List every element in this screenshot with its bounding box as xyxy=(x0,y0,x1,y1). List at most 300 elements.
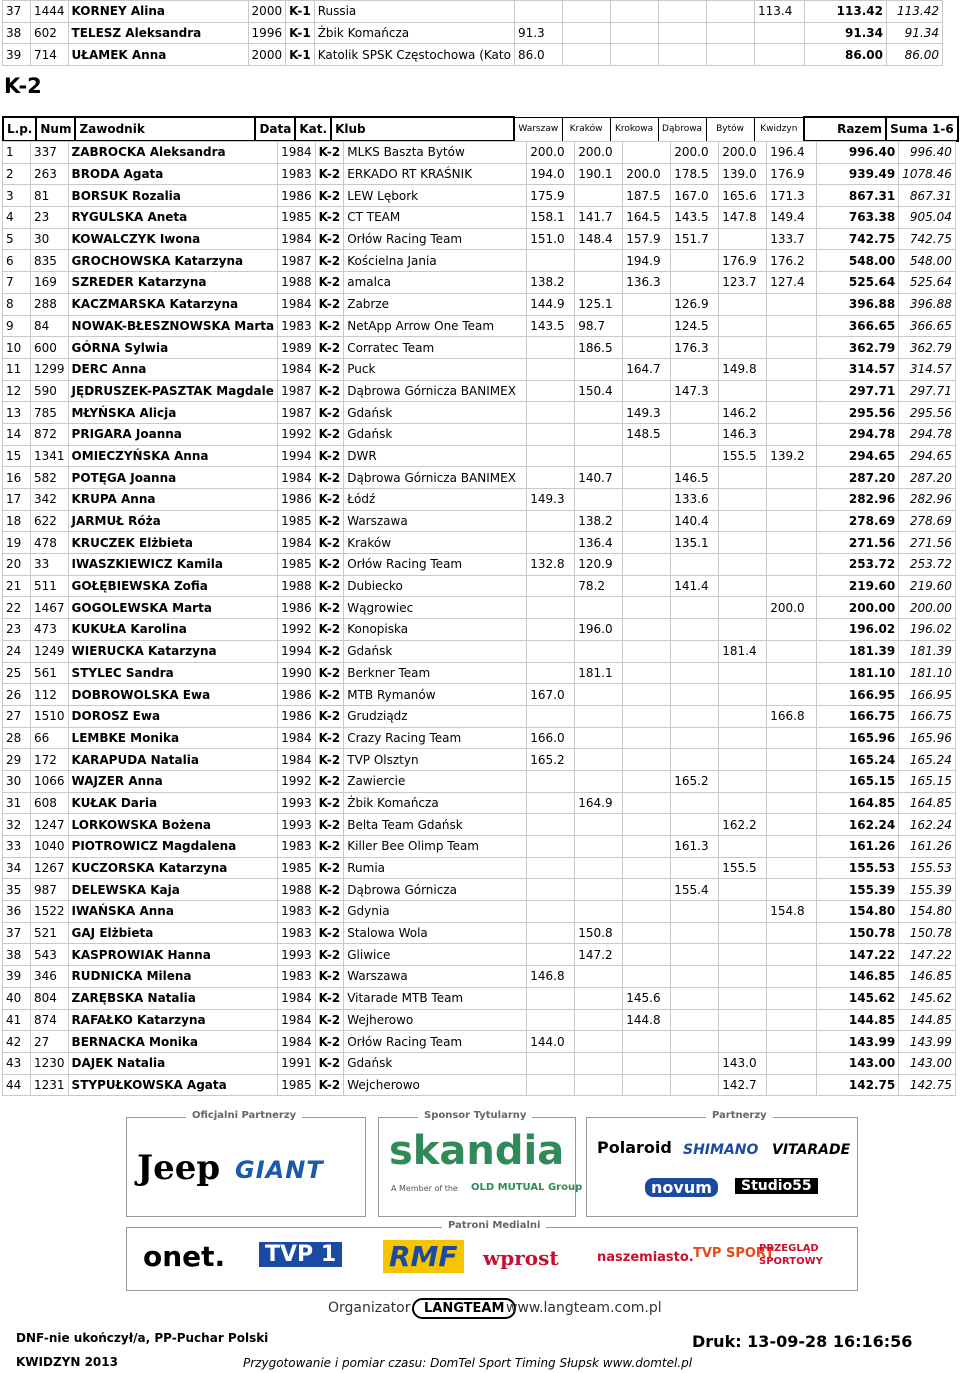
cell-year: 1985 xyxy=(278,554,316,576)
cell-num: 1230 xyxy=(31,1052,69,1074)
cell-total: 295.56 xyxy=(817,402,899,424)
cell-round3 xyxy=(623,662,671,684)
cell-num: 169 xyxy=(31,272,69,294)
cell-round3 xyxy=(623,922,671,944)
cell-category: K-2 xyxy=(315,901,344,923)
cell-sum: 366.65 xyxy=(899,315,956,337)
cell-round1: 149.3 xyxy=(527,489,575,511)
cell-round6 xyxy=(754,44,804,66)
cell-lp: 37 xyxy=(3,922,31,944)
cell-round5 xyxy=(719,901,767,923)
cell-round2: 190.1 xyxy=(575,163,623,185)
cell-total: 162.24 xyxy=(817,814,899,836)
cell-category: K-2 xyxy=(315,575,344,597)
cell-num: 1444 xyxy=(31,1,69,23)
cell-num: 342 xyxy=(31,489,69,511)
cell-round4 xyxy=(671,814,719,836)
cell-lp: 3 xyxy=(3,185,31,207)
cell-club: Wejherowo xyxy=(344,1009,527,1031)
cell-round2 xyxy=(575,857,623,879)
table-row xyxy=(3,814,956,836)
header-zawodnik: Zawodnik xyxy=(75,117,255,141)
cell-num: 543 xyxy=(31,944,69,966)
table-row xyxy=(3,684,956,706)
cell-sum: 143.00 xyxy=(899,1052,956,1074)
cell-total: 165.15 xyxy=(817,770,899,792)
cell-round1: 146.8 xyxy=(527,966,575,988)
cell-round6 xyxy=(767,922,817,944)
cell-round3 xyxy=(623,966,671,988)
cell-total: 996.40 xyxy=(817,142,899,164)
cell-round1 xyxy=(527,770,575,792)
cell-year: 1987 xyxy=(278,250,316,272)
cell-total: 181.39 xyxy=(817,640,899,662)
cell-round4: 126.9 xyxy=(671,293,719,315)
cell-round2: 150.8 xyxy=(575,922,623,944)
cell-round4 xyxy=(671,684,719,706)
cell-club: Orłów Racing Team xyxy=(344,554,527,576)
title-sponsor-title: Sponsor Tytularny xyxy=(418,1110,532,1121)
cell-name: DELEWSKA Kaja xyxy=(68,879,278,901)
cell-club: Dąbrowa Górnicza xyxy=(344,879,527,901)
partners-title: Partnerzy xyxy=(706,1110,773,1121)
cell-lp: 32 xyxy=(3,814,31,836)
cell-round6: 113.4 xyxy=(754,1,804,23)
header-lp: L.p. xyxy=(3,117,36,141)
cell-round4: 178.5 xyxy=(671,163,719,185)
cell-total: 86.00 xyxy=(804,44,886,66)
cell-year: 1996 xyxy=(248,22,286,44)
cell-round5 xyxy=(719,510,767,532)
cell-lp: 19 xyxy=(3,532,31,554)
cell-round1 xyxy=(527,662,575,684)
cell-num: 622 xyxy=(31,510,69,532)
cell-round2: 140.7 xyxy=(575,467,623,489)
cell-round3 xyxy=(610,44,658,66)
cell-round2 xyxy=(575,966,623,988)
cell-round6: 171.3 xyxy=(767,185,817,207)
cell-round3: 164.5 xyxy=(623,207,671,229)
cell-round1 xyxy=(527,445,575,467)
table-row xyxy=(3,554,956,576)
cell-round6 xyxy=(767,532,817,554)
cell-category: K-2 xyxy=(315,749,344,771)
cell-category: K-2 xyxy=(315,597,344,619)
cell-round6: 154.8 xyxy=(767,901,817,923)
cell-year: 1985 xyxy=(278,857,316,879)
cell-total: 362.79 xyxy=(817,337,899,359)
cell-total: 219.60 xyxy=(817,575,899,597)
table-row xyxy=(3,250,956,272)
cell-sum: 294.78 xyxy=(899,423,956,445)
cell-round3 xyxy=(623,293,671,315)
cell-num: 84 xyxy=(31,315,69,337)
header-data: Data xyxy=(255,117,295,141)
cell-sum: 905.04 xyxy=(899,207,956,229)
cell-sum: 314.57 xyxy=(899,358,956,380)
cell-name: TELESZ Aleksandra xyxy=(68,22,248,44)
cell-round4: 147.3 xyxy=(671,380,719,402)
cell-round4 xyxy=(671,987,719,1009)
cell-round2 xyxy=(575,185,623,207)
cell-round4: 146.5 xyxy=(671,467,719,489)
official-partners-title: Oficjalni Partnerzy xyxy=(186,1110,302,1121)
cell-round4 xyxy=(671,358,719,380)
cell-year: 1984 xyxy=(278,467,316,489)
cell-round1 xyxy=(527,1052,575,1074)
cell-sum: 165.15 xyxy=(899,770,956,792)
cell-round2: 196.0 xyxy=(575,619,623,641)
cell-round4: 155.4 xyxy=(671,879,719,901)
cell-round2: 200.0 xyxy=(575,142,623,164)
cell-club: LEW Lębork xyxy=(344,185,527,207)
cell-total: 155.53 xyxy=(817,857,899,879)
cell-round3: 148.5 xyxy=(623,423,671,445)
cell-club: Wejcherowo xyxy=(344,1074,527,1096)
studio55-logo: Studio55 xyxy=(735,1178,818,1194)
cell-round5: 200.0 xyxy=(719,142,767,164)
rmf-logo: RMF xyxy=(383,1240,464,1273)
cell-club: Rumia xyxy=(344,857,527,879)
cell-round2 xyxy=(575,250,623,272)
cell-category: K-2 xyxy=(315,489,344,511)
cell-lp: 42 xyxy=(3,1031,31,1053)
cell-round6 xyxy=(767,987,817,1009)
cell-round2 xyxy=(575,1052,623,1074)
cell-round2: 164.9 xyxy=(575,792,623,814)
cell-num: 346 xyxy=(31,966,69,988)
cell-lp: 6 xyxy=(3,250,31,272)
table-row xyxy=(3,944,956,966)
cell-round5: 146.3 xyxy=(719,423,767,445)
cell-round2: 138.2 xyxy=(575,510,623,532)
cell-name: KRUPA Anna xyxy=(68,489,278,511)
table-row xyxy=(3,575,956,597)
cell-total: 366.65 xyxy=(817,315,899,337)
cell-round1: 91.3 xyxy=(514,22,562,44)
table-row xyxy=(3,727,956,749)
footer-legend: DNF-nie ukończył/a, PP-Puchar Polski xyxy=(16,1331,269,1345)
cell-total: 150.78 xyxy=(817,922,899,944)
polaroid-logo: Polaroid xyxy=(597,1138,672,1157)
cell-round2 xyxy=(575,749,623,771)
cell-club: Dąbrowa Górnicza BANIMEX xyxy=(344,380,527,402)
cell-year: 1983 xyxy=(278,922,316,944)
cell-round5: 165.6 xyxy=(719,185,767,207)
title-sponsor-panel xyxy=(378,1117,583,1217)
cell-sum: 86.00 xyxy=(886,44,942,66)
header-suma: Suma 1-6 xyxy=(886,117,958,141)
cell-name: WAJZER Anna xyxy=(68,770,278,792)
cell-lp: 31 xyxy=(3,792,31,814)
table-row xyxy=(3,358,956,380)
cell-round2 xyxy=(575,1074,623,1096)
cell-sum: 181.10 xyxy=(899,662,956,684)
table-row xyxy=(3,1009,956,1031)
table-row xyxy=(3,792,956,814)
cell-sum: 282.96 xyxy=(899,489,956,511)
cell-round5 xyxy=(719,575,767,597)
cell-club: Stalowa Wola xyxy=(344,922,527,944)
cell-round1 xyxy=(527,250,575,272)
cell-round6 xyxy=(767,1074,817,1096)
cell-category: K-2 xyxy=(315,684,344,706)
cell-lp: 30 xyxy=(3,770,31,792)
header-round-dabrowa: Dąbrowa xyxy=(658,117,706,141)
cell-round1 xyxy=(527,857,575,879)
cell-total: 294.65 xyxy=(817,445,899,467)
cell-round3 xyxy=(623,727,671,749)
cell-lp: 5 xyxy=(3,228,31,250)
cell-total: 165.24 xyxy=(817,749,899,771)
cell-round3: 187.5 xyxy=(623,185,671,207)
cell-round3: 164.7 xyxy=(623,358,671,380)
cell-total: 294.78 xyxy=(817,423,899,445)
cell-lp: 39 xyxy=(3,966,31,988)
cell-round3 xyxy=(623,445,671,467)
table-row xyxy=(3,402,956,424)
cell-lp: 12 xyxy=(3,380,31,402)
cell-round4 xyxy=(658,44,706,66)
cell-round6 xyxy=(767,857,817,879)
cell-round6: 149.4 xyxy=(767,207,817,229)
cell-round6 xyxy=(767,944,817,966)
cell-name: RUDNICKA Milena xyxy=(68,966,278,988)
cell-year: 1994 xyxy=(278,445,316,467)
cell-round3: 144.8 xyxy=(623,1009,671,1031)
cell-name: GAJ Elżbieta xyxy=(68,922,278,944)
cell-name: KASPROWIAK Hanna xyxy=(68,944,278,966)
cell-club: Kraków xyxy=(344,532,527,554)
cell-round4 xyxy=(671,402,719,424)
cell-round1 xyxy=(527,705,575,727)
cell-num: 1299 xyxy=(31,358,69,380)
cell-year: 1984 xyxy=(278,1031,316,1053)
cell-year: 1993 xyxy=(278,814,316,836)
cell-num: 521 xyxy=(31,922,69,944)
cell-sum: 166.75 xyxy=(899,705,956,727)
cell-round4 xyxy=(671,857,719,879)
cell-total: 867.31 xyxy=(817,185,899,207)
cell-category: K-2 xyxy=(315,185,344,207)
cell-club: TVP Olsztyn xyxy=(344,749,527,771)
table-row xyxy=(3,423,956,445)
cell-category: K-1 xyxy=(286,44,315,66)
cell-round1: 194.0 xyxy=(527,163,575,185)
cell-category: K-2 xyxy=(315,163,344,185)
header-round-krokowa: Krokowa xyxy=(610,117,658,141)
cell-round6 xyxy=(767,966,817,988)
cell-club: Gdańsk xyxy=(344,423,527,445)
cell-num: 27 xyxy=(31,1031,69,1053)
cell-round6 xyxy=(767,640,817,662)
cell-round5 xyxy=(719,749,767,771)
table-row xyxy=(3,879,956,901)
cell-round1 xyxy=(527,402,575,424)
cell-name: BERNACKA Monika xyxy=(68,1031,278,1053)
cell-round1 xyxy=(527,1009,575,1031)
cell-round4 xyxy=(671,597,719,619)
cell-lp: 34 xyxy=(3,857,31,879)
cell-round3 xyxy=(610,1,658,23)
cell-round3 xyxy=(623,1031,671,1053)
cell-year: 1993 xyxy=(278,944,316,966)
cell-round3 xyxy=(623,814,671,836)
cell-round1: 143.5 xyxy=(527,315,575,337)
cell-round5: 139.0 xyxy=(719,163,767,185)
cell-lp: 2 xyxy=(3,163,31,185)
cell-total: 147.22 xyxy=(817,944,899,966)
cell-year: 1986 xyxy=(278,597,316,619)
cell-year: 1984 xyxy=(278,727,316,749)
cell-round1 xyxy=(527,358,575,380)
cell-round6 xyxy=(767,836,817,858)
table-row xyxy=(3,315,956,337)
cell-club: Łódź xyxy=(344,489,527,511)
table-row xyxy=(3,662,956,684)
cell-round3 xyxy=(623,857,671,879)
previous-row xyxy=(3,22,943,44)
cell-total: 164.85 xyxy=(817,792,899,814)
cell-lp: 7 xyxy=(3,272,31,294)
cell-round3: 145.6 xyxy=(623,987,671,1009)
cell-category: K-2 xyxy=(315,944,344,966)
cell-round4 xyxy=(671,1074,719,1096)
cell-round6: 200.0 xyxy=(767,597,817,619)
cell-round3 xyxy=(623,684,671,706)
cell-num: 1231 xyxy=(31,1074,69,1096)
cell-total: 287.20 xyxy=(817,467,899,489)
cell-round5 xyxy=(719,987,767,1009)
cell-year: 1992 xyxy=(278,770,316,792)
table-row xyxy=(3,337,956,359)
cell-round1 xyxy=(527,423,575,445)
cell-round6 xyxy=(754,22,804,44)
cell-round1 xyxy=(514,1,562,23)
cell-num: 1467 xyxy=(31,597,69,619)
cell-lp: 24 xyxy=(3,640,31,662)
cell-category: K-2 xyxy=(315,1074,344,1096)
table-row xyxy=(3,467,956,489)
cell-sum: 155.39 xyxy=(899,879,956,901)
cell-round2 xyxy=(562,44,610,66)
cell-category: K-1 xyxy=(286,22,315,44)
cell-category: K-2 xyxy=(315,554,344,576)
cell-round3 xyxy=(623,749,671,771)
cell-round2 xyxy=(575,423,623,445)
table-row xyxy=(3,228,956,250)
cell-round5 xyxy=(706,1,754,23)
cell-round5 xyxy=(719,380,767,402)
cell-club: Berkner Team xyxy=(344,662,527,684)
cell-lp: 33 xyxy=(3,836,31,858)
cell-club: Gdańsk xyxy=(344,640,527,662)
cell-sum: 1078.46 xyxy=(899,163,956,185)
table-row xyxy=(3,987,956,1009)
cell-round2: 186.5 xyxy=(575,337,623,359)
cell-category: K-2 xyxy=(315,272,344,294)
cell-name: BORSUK Rozalia xyxy=(68,185,278,207)
cell-category: K-2 xyxy=(315,207,344,229)
cell-lp: 21 xyxy=(3,575,31,597)
cell-round5: 143.0 xyxy=(719,1052,767,1074)
cell-round5 xyxy=(719,228,767,250)
cell-club: Crazy Racing Team xyxy=(344,727,527,749)
cell-club: Grudziądz xyxy=(344,705,527,727)
cell-year: 1984 xyxy=(278,987,316,1009)
cell-round5 xyxy=(719,792,767,814)
cell-lp: 28 xyxy=(3,727,31,749)
cell-round4: 200.0 xyxy=(671,142,719,164)
cell-round3 xyxy=(623,575,671,597)
cell-total: 145.62 xyxy=(817,987,899,1009)
cell-sum: 287.20 xyxy=(899,467,956,489)
cell-name: KARAPUDA Natalia xyxy=(68,749,278,771)
cell-round3: 194.9 xyxy=(623,250,671,272)
cell-round2 xyxy=(575,597,623,619)
cell-round3 xyxy=(623,489,671,511)
cell-round1: 166.0 xyxy=(527,727,575,749)
cell-sum: 200.00 xyxy=(899,597,956,619)
cell-round1: 151.0 xyxy=(527,228,575,250)
footer-print-time: Druk: 13-09-28 16:16:56 xyxy=(692,1332,913,1351)
cell-round3 xyxy=(623,792,671,814)
table-row xyxy=(3,142,956,164)
cell-lp: 39 xyxy=(3,44,31,66)
cell-category: K-2 xyxy=(315,879,344,901)
cell-category: K-2 xyxy=(315,228,344,250)
cell-year: 1983 xyxy=(278,836,316,858)
cell-club: Gdańsk xyxy=(344,1052,527,1074)
cell-year: 1990 xyxy=(278,662,316,684)
cell-round5: 155.5 xyxy=(719,857,767,879)
cell-round6 xyxy=(767,1052,817,1074)
cell-year: 1992 xyxy=(278,619,316,641)
cell-name: JARMUŁ Róża xyxy=(68,510,278,532)
cell-lp: 20 xyxy=(3,554,31,576)
cell-category: K-2 xyxy=(315,1031,344,1053)
cell-year: 1987 xyxy=(278,402,316,424)
cell-total: 939.49 xyxy=(817,163,899,185)
cell-round4 xyxy=(671,749,719,771)
cell-round6 xyxy=(767,575,817,597)
cell-name: KUCZORSKA Katarzyna xyxy=(68,857,278,879)
cell-club: ERKADO RT KRAŚNIK xyxy=(344,163,527,185)
cell-round4: 135.1 xyxy=(671,532,719,554)
cell-round1 xyxy=(527,532,575,554)
cell-sum: 219.60 xyxy=(899,575,956,597)
cell-sum: 548.00 xyxy=(899,250,956,272)
cell-category: K-2 xyxy=(315,337,344,359)
table-row xyxy=(3,185,956,207)
cell-sum: 181.39 xyxy=(899,640,956,662)
cell-total: 144.85 xyxy=(817,1009,899,1031)
cell-lp: 38 xyxy=(3,944,31,966)
cell-round4: 165.2 xyxy=(671,770,719,792)
cell-round6 xyxy=(767,489,817,511)
cell-round1: 165.2 xyxy=(527,749,575,771)
cell-round3 xyxy=(623,879,671,901)
table-row xyxy=(3,1031,956,1053)
cell-round1 xyxy=(527,640,575,662)
cell-lp: 8 xyxy=(3,293,31,315)
cell-total: 314.57 xyxy=(817,358,899,380)
cell-sum: 147.22 xyxy=(899,944,956,966)
cell-round3 xyxy=(623,315,671,337)
cell-round2: 141.7 xyxy=(575,207,623,229)
cell-round5 xyxy=(706,22,754,44)
cell-round3 xyxy=(623,705,671,727)
